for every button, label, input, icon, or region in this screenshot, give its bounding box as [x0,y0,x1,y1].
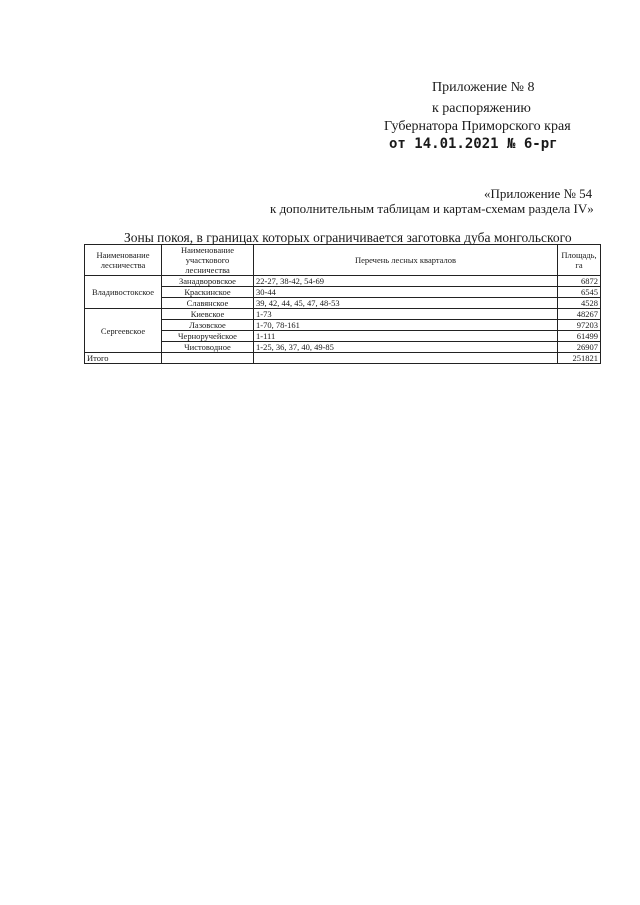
column-header-forestry: Наименование лесничества [85,245,162,276]
quarters-cell: 1-70, 78-161 [254,320,558,331]
column-header-district: Наименование участкового лесничества [162,245,254,276]
column-header-quarters: Перечень лесных кварталов [254,245,558,276]
forestry-cell: Владивостокское [85,276,162,309]
total-label: Итого [85,353,162,364]
district-cell: Занадворовское [162,276,254,287]
table-row [85,298,601,309]
district-cell: Славянское [162,298,254,309]
table-row [85,331,601,342]
table-row [85,342,601,353]
forestry-cell: Сергеевское [85,309,162,353]
rest-zones-table [84,244,601,364]
empty-cell [254,353,558,364]
district-cell: Лазовское [162,320,254,331]
table-header-row [85,245,601,276]
quarters-cell: 30-44 [254,287,558,298]
previous-appendix-title: «Приложение № 54 [484,186,593,201]
district-cell: Киевское [162,309,254,320]
table-row [85,309,601,320]
quarters-cell: 1-111 [254,331,558,342]
empty-cell [162,353,254,364]
order-date-stamp: от 14.01.2021 № 6-рг [389,136,558,152]
table-row [85,276,601,287]
table-title: Зоны покоя, в границах которых ограничивается заготовка дуба монгольского [124,230,572,245]
quarters-cell: 39, 42, 44, 45, 47, 48-53 [254,298,558,309]
area-cell: 6545 [558,287,601,298]
district-cell: Краскинское [162,287,254,298]
total-area: 251821 [558,353,601,364]
district-cell: Чистоводное [162,342,254,353]
previous-appendix-reference: к дополнительным таблицам и картам-схемам раздела IV» [270,201,594,216]
appendix-title: Приложение № 8 [432,80,535,95]
area-cell: 6872 [558,276,601,287]
table-row [85,320,601,331]
table-row [85,287,601,298]
area-cell: 48267 [558,309,601,320]
area-cell: 26907 [558,342,601,353]
total-row [85,353,601,364]
quarters-cell: 22-27, 38-42, 54-69 [254,276,558,287]
area-cell: 61499 [558,331,601,342]
order-reference: к распоряжению [432,101,531,116]
column-header-area: Площадь, га [558,245,601,276]
governor-line: Губернатора Приморского края [384,119,571,134]
district-cell: Черноручейское [162,331,254,342]
area-cell: 4528 [558,298,601,309]
quarters-cell: 1-25, 36, 37, 40, 49-85 [254,342,558,353]
area-cell: 97203 [558,320,601,331]
quarters-cell: 1-73 [254,309,558,320]
